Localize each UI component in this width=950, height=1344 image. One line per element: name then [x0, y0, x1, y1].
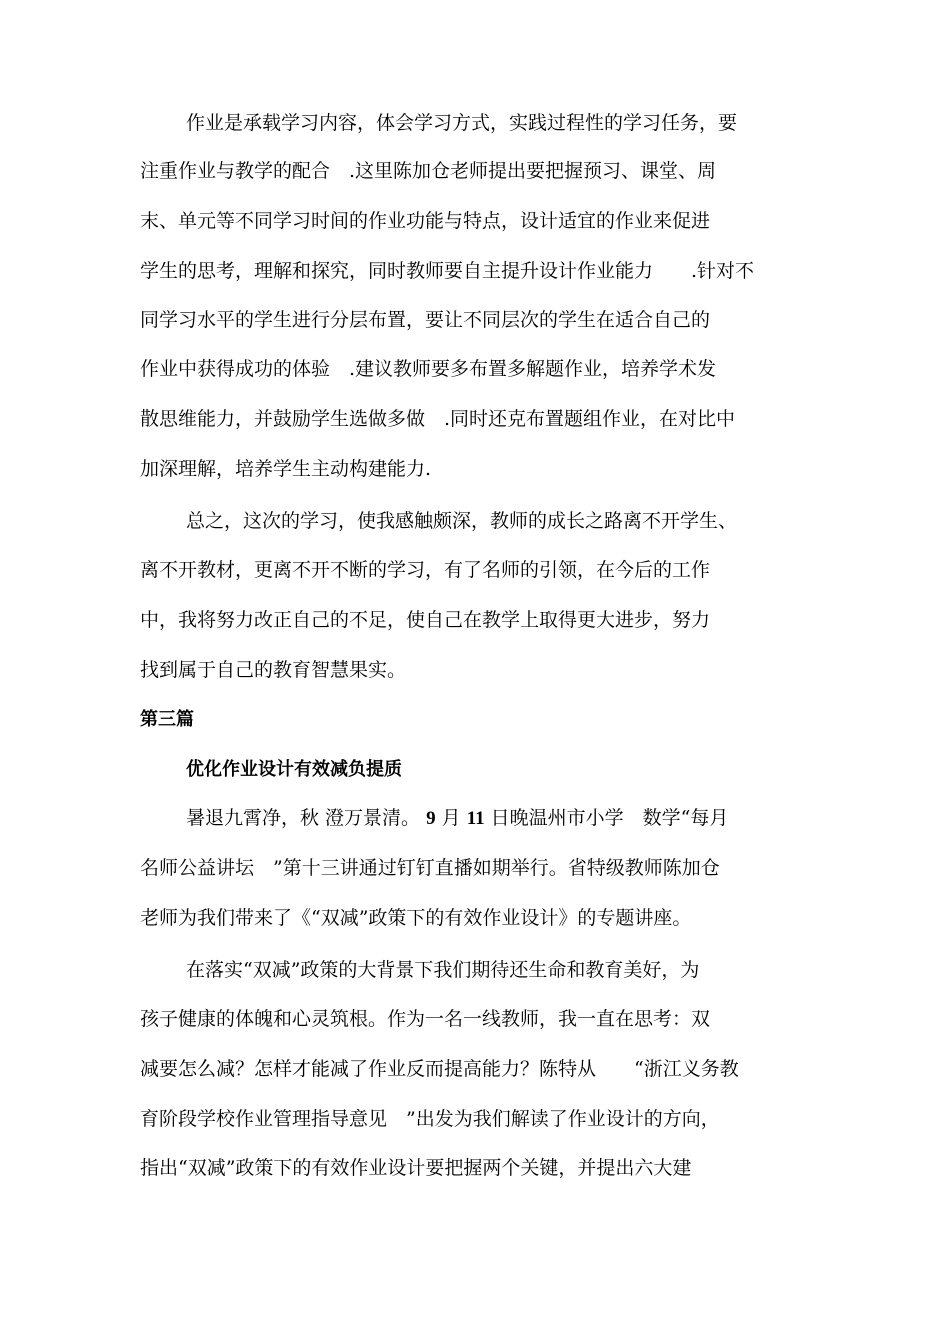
p1-line-3: 末、单元等不同学习时间的作业功能与特点，设计适宜的作业来促进 [140, 210, 711, 232]
p4-line-2: 孩子健康的体魄和心灵筑根。作为一名一线教师，我一直在思考：双 [140, 1008, 711, 1030]
p3-line-3: 老师为我们带来了《“双减”政策下的有效作业设计》的专题讲座。 [140, 907, 692, 929]
p1-line-7: 散思维能力，并鼓励学生选做多做 .同时还克布置题组作业，在对比中 [140, 408, 736, 430]
p2-line-2: 离不开教材，更离不开不断的学习，有了名师的引领，在今后的工作 [140, 559, 711, 581]
p2-line-4: 找到属于自己的教育智慧果实。 [140, 659, 407, 681]
p2-line-3: 中，我将努力改正自己的不足，使自己在教学上取得更大进步，努力 [140, 609, 711, 631]
p3-month-unit: 月 [435, 807, 467, 829]
p1-line-8: 加深理解，培养学生主动构建能力. [140, 458, 432, 480]
p4-line-4: 育阶段学校作业管理指导意见 ”出发为我们解读了作业设计的方向， [140, 1108, 720, 1130]
p4-line-5: 指出“双减”政策下的有效作业设计要把握两个关键，并提出六大建 [140, 1157, 692, 1179]
p3-month-number: 9 [426, 808, 436, 829]
p1-line-4: 学生的思考，理解和探究，同时教师要自主提升设计作业能力 .针对不 [140, 260, 755, 282]
p2-line-1: 总之，这次的学习，使我感触颇深，教师的成长之路离不开学生、 [186, 510, 738, 532]
p3-line-1-prefix: 暑退九霄净，秋 澄万景清。 [186, 807, 427, 829]
p3-line-1-suffix: 日晚温州市小学 数学“每月 [484, 807, 729, 829]
p3-day-number: 11 [466, 808, 485, 829]
article-title: 优化作业设计有效减负提质 [186, 759, 402, 780]
p3-line-2: 名师公益讲坛 ”第十三讲通过钉钉直播如期举行。省特级教师陈加仓 [140, 857, 720, 879]
p4-line-3: 减要怎么减？怎样才能减了作业反而提高能力？陈特从 “浙江义务教 [140, 1058, 739, 1080]
p1-line-2: 注重作业与教学的配合 .这里陈加仓老师提出要把握预习、课堂、周 [140, 160, 717, 182]
p1-line-5: 同学习水平的学生进行分层布置，要让不同层次的学生在适合自己的 [140, 309, 711, 331]
p4-line-1: 在落实“双减”政策的大背景下我们期待还生命和教育美好，为 [186, 959, 700, 981]
p1-line-6: 作业中获得成功的体验 .建议教师要多布置多解题作业，培养学术发 [140, 358, 717, 380]
p3-line-1 [186, 805, 728, 832]
p1-line-1: 作业是承载学习内容，体会学习方式，实践过程性的学习任务，要 [186, 112, 738, 134]
section-heading: 第三篇 [140, 709, 194, 730]
